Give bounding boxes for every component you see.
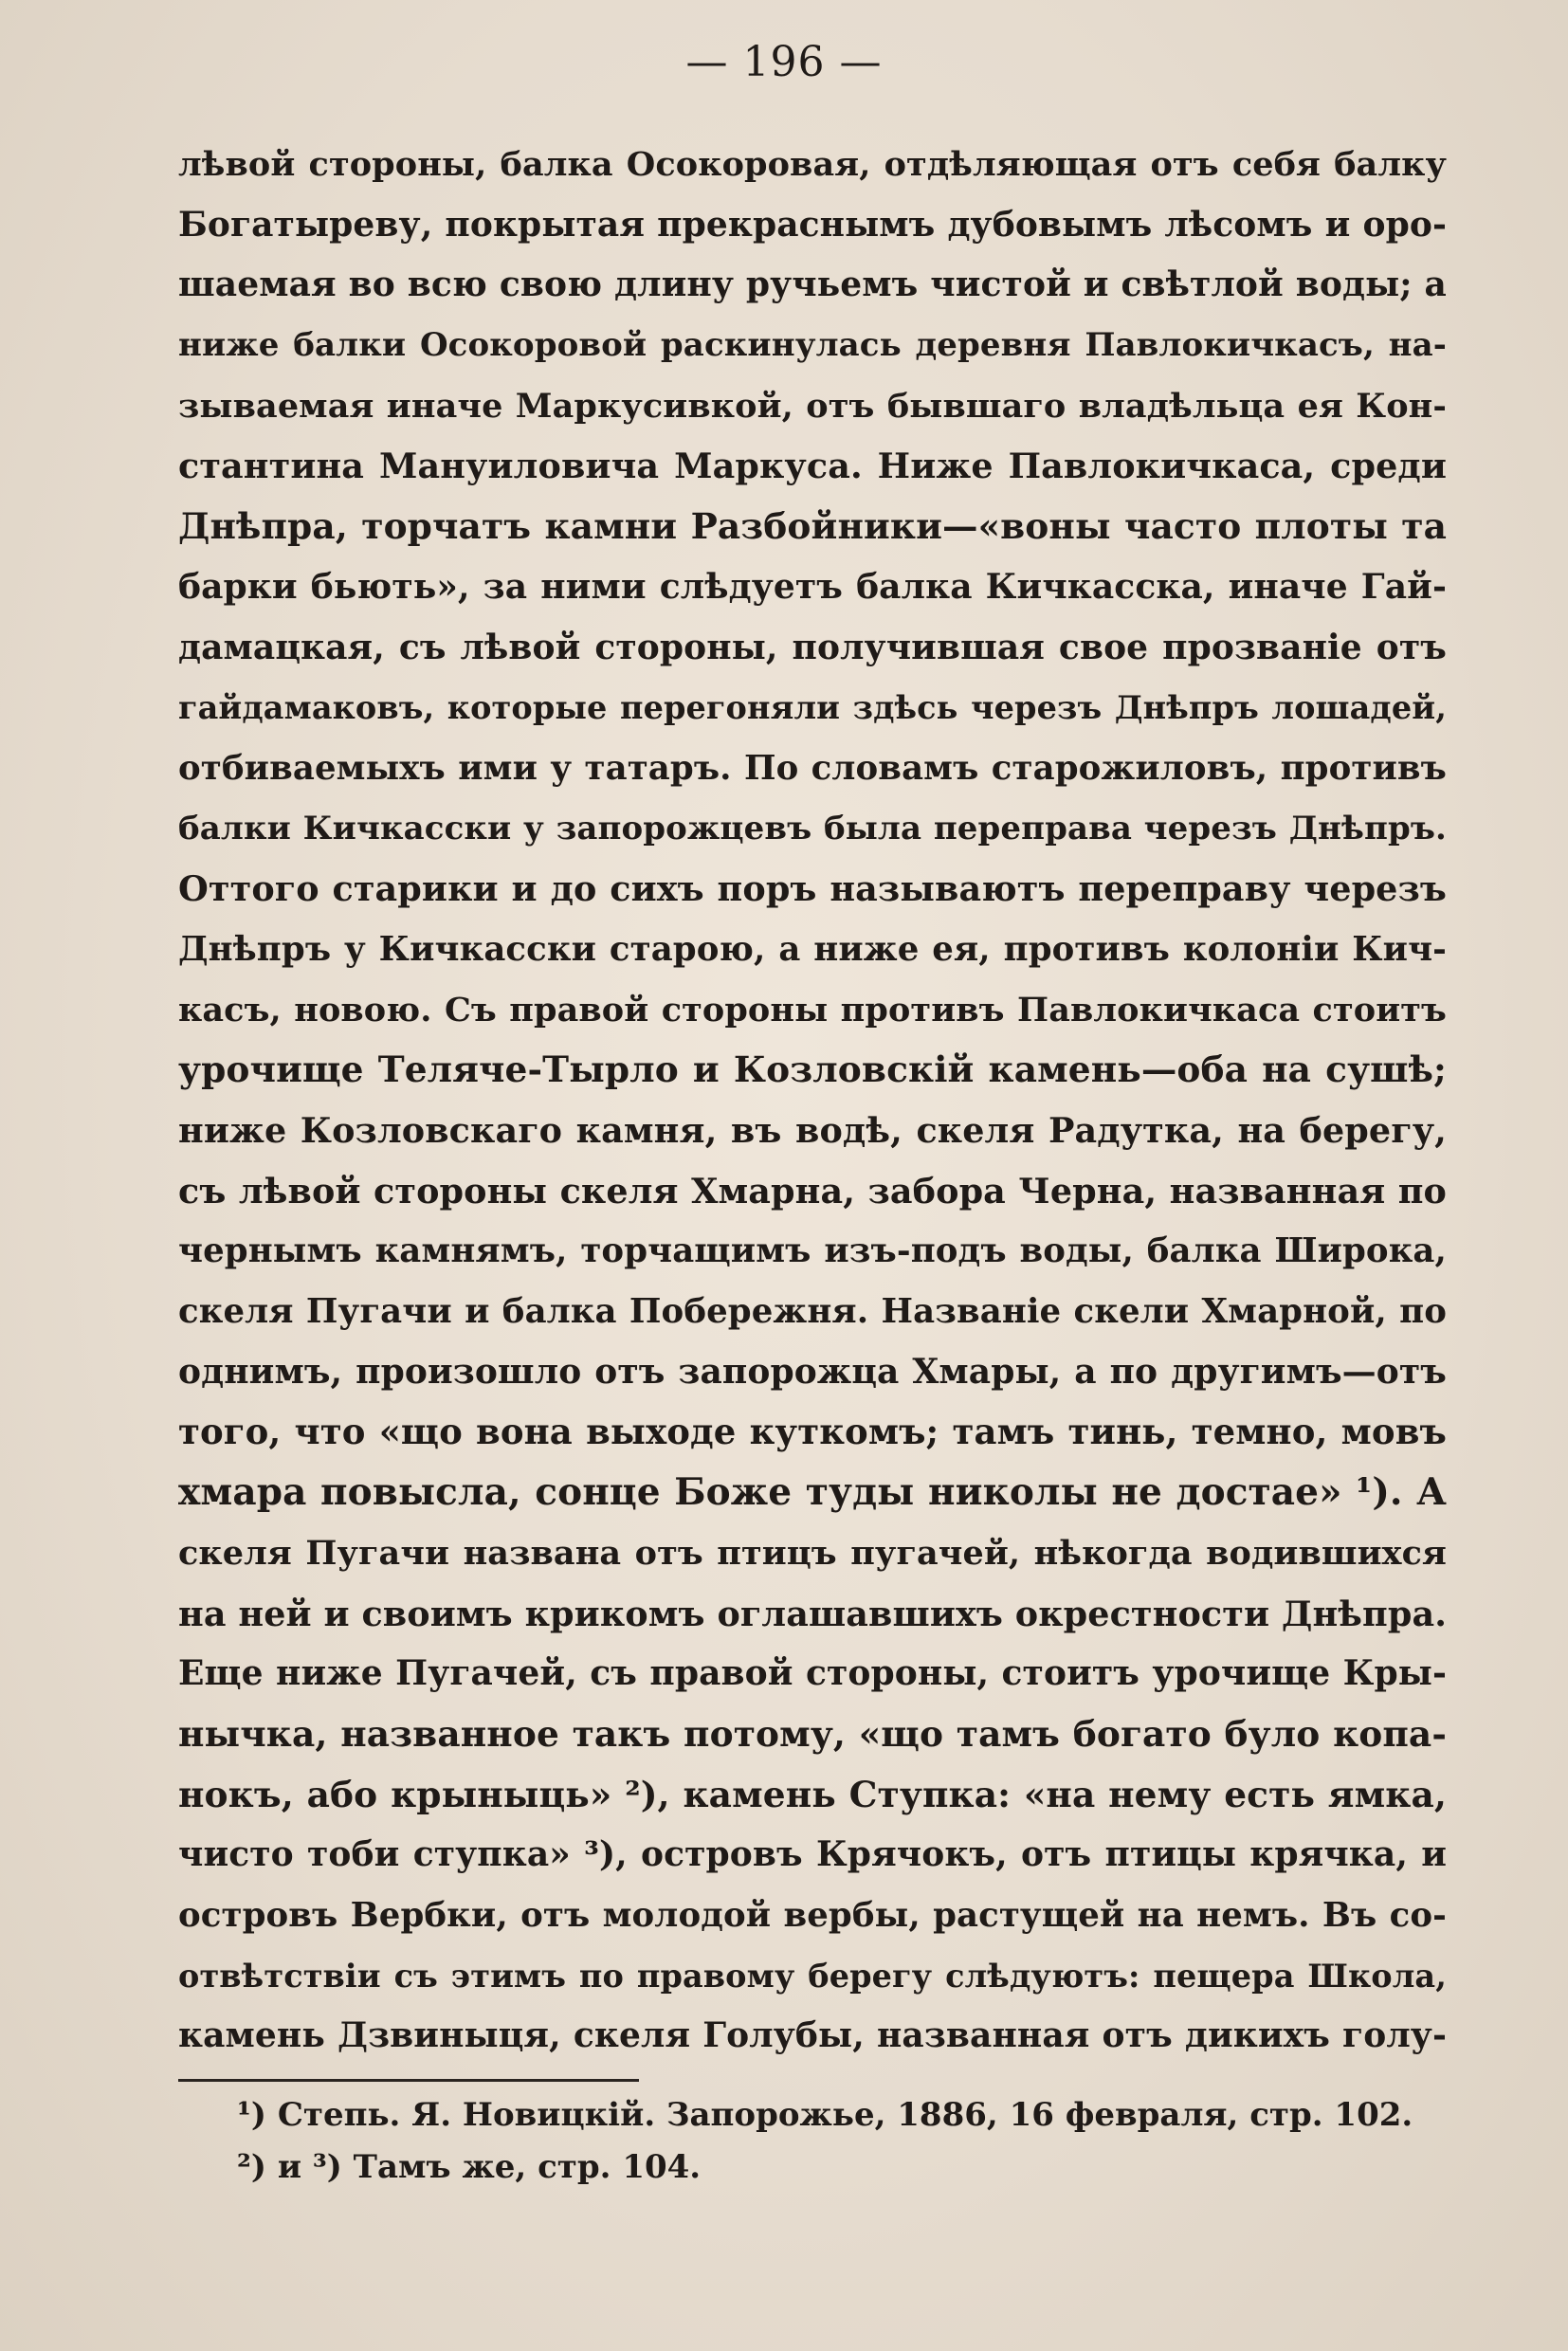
text-line: Богатыреву, покрытая прекраснымъ дубовымъ лѣсомъ и оро-	[178, 204, 1447, 245]
text-line: лѣвой стороны, балка Осокоровая, отдѣляющая отъ себя балку	[178, 145, 1447, 184]
text-line: чернымъ камнямъ, торчащимъ изъ-подъ воды, балка Широка,	[178, 1231, 1447, 1271]
text-line: чисто тоби ступка» ³), островъ Крячокъ, отъ птицы крячка, и	[178, 1834, 1447, 1875]
text-line: Днѣпръ у Кичкасски старою, а ниже ея, противъ колоніи Кич-	[178, 929, 1447, 969]
text-line: камень Дзвиныця, скеля Голубы, названная отъ дикихъ голу-	[178, 2015, 1447, 2056]
text-line: балки Кичкасски у запорожцевъ была переправа черезъ Днѣпръ.	[178, 809, 1447, 847]
page-number: — 196 —	[685, 38, 883, 86]
text-line: Днѣпра, торчатъ камни Разбойники—«воны часто плоты та	[178, 505, 1447, 548]
text-line: того, что «що вона выходе куткомъ; тамъ тинь, темно, мовъ	[178, 1411, 1447, 1453]
text-line: зываемая иначе Маркусивкой, отъ бывшаго владѣльца ея Кон-	[178, 386, 1447, 426]
text-line: барки бьють», за ними слѣдуетъ балка Кичкасска, иначе Гай-	[178, 566, 1447, 607]
text-line: хмара повысла, сонце Боже туды николы не достае» ¹). А	[178, 1470, 1447, 1515]
text-line: однимъ, произошло отъ запорожца Хмары, а по другимъ—отъ	[178, 1351, 1447, 1392]
text-line: касъ, новою. Съ правой стороны противъ Павлокичкаса стоитъ	[178, 990, 1447, 1030]
footnote-divider	[178, 2079, 639, 2082]
text-line: ниже Козловскаго камня, въ водѣ, скеля Радутка, на берегу,	[178, 1110, 1447, 1151]
text-line: на ней и своимъ крикомъ оглашавшихъ окрестности Днѣпра.	[178, 1593, 1448, 1634]
text-line: скеля Пугачи названа отъ птицъ пугачей, нѣкогда водившихся	[178, 1533, 1447, 1573]
text-line: Оттого старики и до сихъ поръ называютъ переправу черезъ	[178, 868, 1447, 910]
footnote-1: ¹) Степь. Я. Новицкій. Запорожье, 1886, 16 февраля, стр. 102.	[237, 2096, 1413, 2134]
footnotes	[237, 2089, 1441, 2194]
text-line: нокъ, або крыныць» ²), камень Ступка: «на нему есть ямка,	[178, 1773, 1447, 1815]
text-line: гайдамаковъ, которые перегоняли здѣсь черезъ Днѣпръ лошадей,	[178, 689, 1447, 727]
text-line: урочище Теляче-Тырло и Козловскій камень—оба на сушѣ;	[178, 1048, 1447, 1091]
text-line: съ лѣвой стороны скеля Хмарна, забора Черна, названная по	[178, 1170, 1447, 1212]
text-line: скеля Пугачи и балка Побережня. Названіе скели Хмарной, по	[178, 1292, 1447, 1332]
text-line: отвѣтствіи съ этимъ по правому берегу слѣдуютъ: пещера Школа,	[178, 1957, 1447, 1995]
text-line: стантина Мануиловича Маркуса. Ниже Павлокичкаса, среди	[178, 446, 1447, 487]
body-text	[178, 135, 1447, 2067]
text-line: дамацкая, съ лѣвой стороны, получившая свое прозваніе отъ	[178, 627, 1447, 667]
text-line: Еще ниже Пугачей, съ правой стороны, стоитъ урочище Кры-	[178, 1653, 1447, 1694]
text-line: нычка, названное такъ потому, «що тамъ богато було копа-	[178, 1712, 1447, 1755]
footnote-2: ²) и ³) Тамъ же, стр. 104.	[237, 2148, 702, 2186]
text-line: ниже балки Осокоровой раскинулась деревня Павлокичкасъ, на-	[178, 326, 1447, 365]
text-line: отбиваемыхъ ими у татаръ. По словамъ старожиловъ, противъ	[178, 748, 1447, 788]
text-line: шаемая во всю свою длину ручьемъ чистой и свѣтлой воды; а	[178, 264, 1447, 305]
text-line: островъ Вербки, отъ молодой вербы, растущей на немъ. Въ со-	[178, 1895, 1447, 1935]
